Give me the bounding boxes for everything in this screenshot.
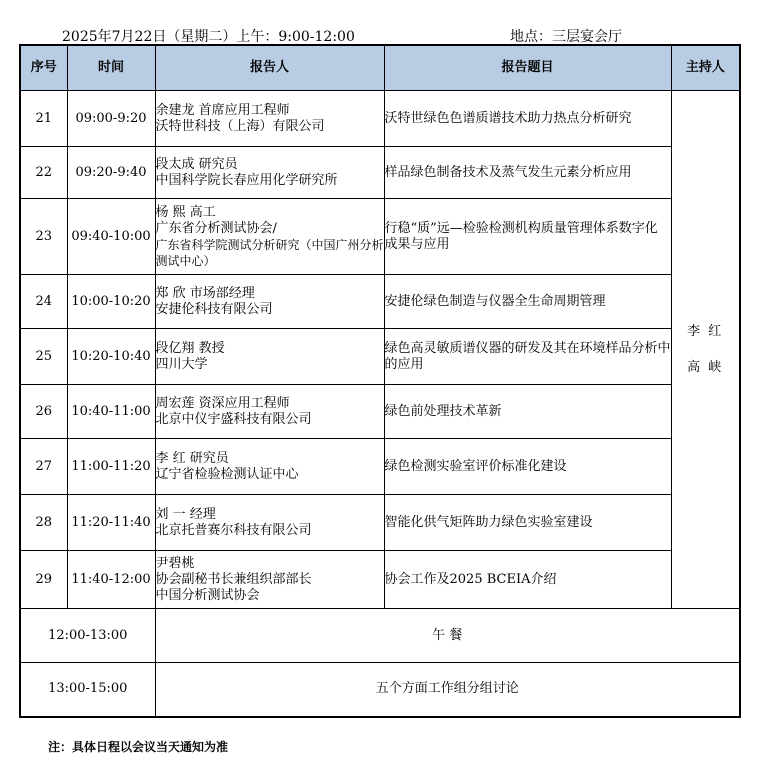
row-number: 21 bbox=[20, 91, 67, 147]
row-number: 23 bbox=[20, 199, 67, 275]
speaker-org: 辽宁省检验检测认证中心 bbox=[155, 466, 299, 482]
row-time: 11:00-11:20 bbox=[67, 439, 155, 495]
col-header-speaker: 报告人 bbox=[155, 45, 384, 91]
table-row bbox=[20, 439, 740, 495]
schedule-table bbox=[19, 44, 741, 718]
host-name: 高 峡 bbox=[687, 359, 724, 375]
speaker-org: 协会副秘书长兼组织部部长 bbox=[155, 571, 312, 587]
speaker-org: 中国科学院长春应用化学研究所 bbox=[155, 172, 338, 188]
row-speaker bbox=[155, 495, 384, 551]
speaker-name: 段太成 研究员 bbox=[155, 156, 238, 172]
row-topic: 安捷伦绿色制造与仪器全生命周期管理 bbox=[384, 275, 671, 329]
row-number: 24 bbox=[20, 275, 67, 329]
col-header-host: 主持人 bbox=[671, 45, 740, 91]
row-time: 10:00-10:20 bbox=[67, 275, 155, 329]
row-time: 11:20-11:40 bbox=[67, 495, 155, 551]
row-number: 28 bbox=[20, 495, 67, 551]
row-topic: 绿色高灵敏质谱仪器的研发及其在环境样品分析中的应用 bbox=[384, 329, 671, 385]
table-row bbox=[20, 329, 740, 385]
row-number: 22 bbox=[20, 147, 67, 199]
table-row bbox=[20, 275, 740, 329]
col-header-topic: 报告题目 bbox=[384, 45, 671, 91]
row-topic: 绿色前处理技术革新 bbox=[384, 385, 671, 439]
speaker-name: 尹碧桃 bbox=[155, 555, 195, 571]
speaker-org: 中国分析测试协会 bbox=[155, 587, 260, 603]
table-row bbox=[20, 551, 740, 609]
session-location: 地点：三层宴会厅 bbox=[510, 29, 622, 45]
speaker-name: 李 红 研究员 bbox=[155, 450, 229, 466]
col-header-no: 序号 bbox=[20, 45, 67, 91]
discussion-row bbox=[20, 663, 740, 717]
discussion-time: 13:00-15:00 bbox=[20, 663, 155, 717]
row-speaker bbox=[155, 551, 384, 609]
host-cell bbox=[671, 91, 740, 609]
lunch-time: 12:00-13:00 bbox=[20, 609, 155, 663]
row-time: 10:20-10:40 bbox=[67, 329, 155, 385]
speaker-org: 广东省科学院测试分析研究（中国广州分析测试中心） bbox=[155, 237, 384, 268]
schedule-note: 注：具体日程以会议当天通知为准 bbox=[48, 740, 229, 754]
table-row bbox=[20, 147, 740, 199]
row-number: 26 bbox=[20, 385, 67, 439]
session-header bbox=[0, 24, 762, 46]
row-topic: 智能化供气矩阵助力绿色实验室建设 bbox=[384, 495, 671, 551]
row-speaker bbox=[155, 199, 384, 275]
row-topic: 行稳“质”远—检验检测机构质量管理体系数字化成果与应用 bbox=[384, 199, 671, 275]
table-row bbox=[20, 199, 740, 275]
speaker-org: 北京中仪宇盛科技有限公司 bbox=[155, 411, 312, 427]
row-number: 25 bbox=[20, 329, 67, 385]
row-speaker bbox=[155, 439, 384, 495]
row-speaker bbox=[155, 329, 384, 385]
discussion-label: 五个方面工作组分组讨论 bbox=[155, 663, 740, 717]
speaker-org: 四川大学 bbox=[155, 356, 208, 372]
row-speaker bbox=[155, 275, 384, 329]
speaker-org: 沃特世科技（上海）有限公司 bbox=[155, 118, 325, 134]
row-number: 29 bbox=[20, 551, 67, 609]
row-speaker bbox=[155, 147, 384, 199]
speaker-org: 北京托普赛尔科技有限公司 bbox=[155, 522, 312, 538]
row-time: 09:00-9:20 bbox=[67, 91, 155, 147]
row-speaker bbox=[155, 91, 384, 147]
table-row bbox=[20, 91, 740, 147]
speaker-org: 安捷伦科技有限公司 bbox=[155, 301, 273, 317]
row-time: 09:40-10:00 bbox=[67, 199, 155, 275]
row-topic: 协会工作及2025 BCEIA介绍 bbox=[384, 551, 671, 609]
speaker-name: 郑 欣 市场部经理 bbox=[155, 285, 255, 301]
row-speaker bbox=[155, 385, 384, 439]
speaker-name: 杨 熙 高工 bbox=[155, 204, 216, 220]
lunch-label: 午 餐 bbox=[155, 609, 740, 663]
row-time: 09:20-9:40 bbox=[67, 147, 155, 199]
table-header-row bbox=[20, 45, 740, 91]
row-topic: 样品绿色制备技术及蒸气发生元素分析应用 bbox=[384, 147, 671, 199]
host-name: 李 红 bbox=[687, 323, 724, 339]
row-topic: 绿色检测实验室评价标准化建设 bbox=[384, 439, 671, 495]
row-topic: 沃特世绿色色谱质谱技术助力热点分析研究 bbox=[384, 91, 671, 147]
speaker-name: 刘 一 经理 bbox=[155, 506, 216, 522]
speaker-org: 广东省分析测试协会/ bbox=[155, 220, 277, 236]
session-date: 2025年7月22日（星期二）上午：9:00-12:00 bbox=[62, 29, 355, 45]
row-time: 11:40-12:00 bbox=[67, 551, 155, 609]
lunch-row bbox=[20, 609, 740, 663]
row-time: 10:40-11:00 bbox=[67, 385, 155, 439]
table-row bbox=[20, 385, 740, 439]
speaker-name: 段亿翔 教授 bbox=[155, 340, 225, 356]
speaker-name: 余建龙 首席应用工程师 bbox=[155, 102, 290, 118]
table-row bbox=[20, 495, 740, 551]
col-header-time: 时间 bbox=[67, 45, 155, 91]
speaker-name: 周宏莲 资深应用工程师 bbox=[155, 395, 290, 411]
row-number: 27 bbox=[20, 439, 67, 495]
